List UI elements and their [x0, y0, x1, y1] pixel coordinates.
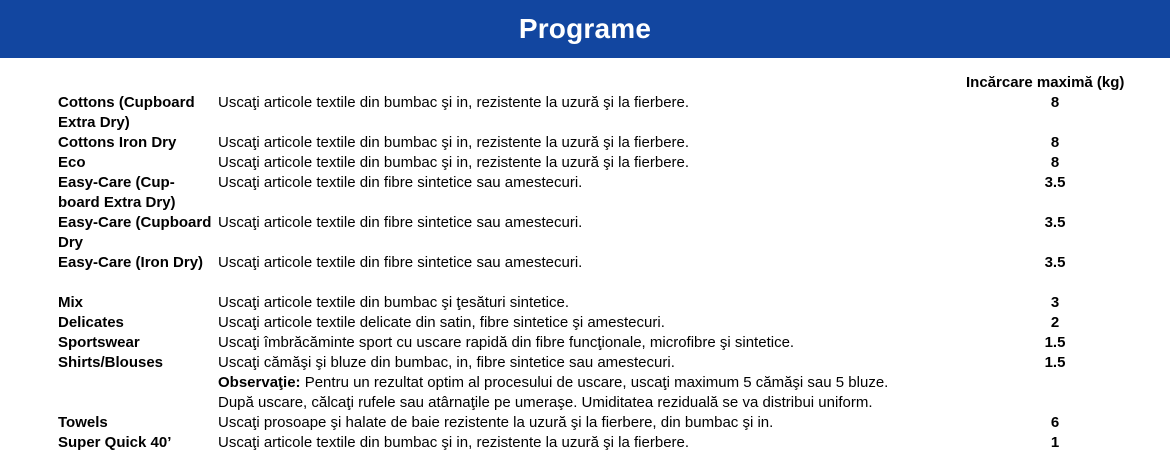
- note-text-1: Pentru un rezultat optim al procesului de uscare, uscaţi maximum 5 cămăşi sau 5 bluze.: [300, 374, 889, 391]
- program-max-load: 8: [1050, 94, 1060, 111]
- table-row: [0, 433, 1170, 453]
- table-row: [0, 313, 1170, 333]
- program-rows: [0, 93, 1170, 453]
- program-description: Uscaţi articole textile din bumbac şi ţesături sintetice.: [218, 294, 569, 311]
- program-max-load: 8: [1050, 154, 1060, 171]
- table-row: [0, 93, 1170, 133]
- program-description: Uscaţi îmbrăcăminte sport cu uscare rapidă din fibre funcţionale, microfibre şi sintetice.: [218, 334, 795, 351]
- table-row: [0, 333, 1170, 353]
- program-name: Easy-Care (Iron Dry): [58, 254, 204, 271]
- program-name: Shirts/Blouses: [58, 354, 164, 371]
- program-name: Easy-Care (Cup-board Extra Dry): [58, 174, 176, 211]
- program-name: Super Quick 40’: [58, 434, 172, 451]
- program-name: Easy-Care (Cupboard Dry: [58, 214, 212, 251]
- program-description: Uscaţi articole textile din bumbac şi in, rezistente la uzură şi la fierbere.: [218, 134, 690, 151]
- note-line-1: [218, 373, 978, 393]
- program-description: Uscaţi articole textile din fibre sintetice sau amestecuri.: [218, 254, 583, 271]
- program-description: Uscaţi cămăşi şi bluze din bumbac, in, fibre sintetice sau amestecuri.: [218, 354, 675, 371]
- max-load-header: Incărcare maximă (kg): [966, 74, 1125, 91]
- program-description: Uscaţi articole textile din fibre sintetice sau amestecuri.: [218, 214, 583, 231]
- program-description: Uscaţi articole textile din fibre sintetice sau amestecuri.: [218, 174, 583, 191]
- table-row: [0, 413, 1170, 433]
- program-description: Uscaţi prosoape şi halate de baie rezistente la uzură şi la fierbere, din bumbac şi in.: [218, 414, 774, 431]
- shirts-note: [218, 373, 978, 413]
- header-banner: [0, 0, 1170, 58]
- table-row: [0, 213, 1170, 253]
- program-max-load: 3.5: [1044, 174, 1066, 191]
- note-label: Observaţie:: [218, 374, 301, 391]
- table-row: [0, 253, 1170, 293]
- program-max-load: 1.5: [1044, 334, 1066, 351]
- program-name: Towels: [58, 414, 108, 431]
- table-row: [0, 353, 1170, 413]
- program-name: Mix: [58, 294, 84, 311]
- program-name: Cottons Iron Dry: [58, 134, 177, 151]
- program-max-load: 8: [1050, 134, 1060, 151]
- program-description: Uscaţi articole textile delicate din satin, fibre sintetice şi amestecuri.: [218, 314, 665, 331]
- program-max-load: 2: [1050, 314, 1060, 331]
- program-max-load: 1.5: [1044, 354, 1066, 371]
- program-description: Uscaţi articole textile din bumbac şi in, rezistente la uzură şi la fierbere.: [218, 154, 690, 171]
- program-max-load: 3: [1050, 294, 1060, 311]
- page-title: Programe: [518, 13, 652, 44]
- program-name: Cottons (Cupboard Extra Dry): [58, 94, 195, 131]
- program-max-load: 3.5: [1044, 254, 1066, 271]
- program-name: Eco: [58, 154, 86, 171]
- program-max-load: 3.5: [1044, 214, 1066, 231]
- program-description: Uscaţi articole textile din bumbac şi in, rezistente la uzură şi la fierbere.: [218, 434, 690, 451]
- note-line-2: După uscare, călcaţi rufele sau atârnaţile pe umeraşe. Umiditatea reziduală se va distribui uniform.: [218, 394, 873, 411]
- program-description: Uscaţi articole textile din bumbac şi in, rezistente la uzură şi la fierbere.: [218, 94, 690, 111]
- program-name: Delicates: [58, 314, 124, 331]
- program-name: Sportswear: [58, 334, 140, 351]
- program-max-load: 1: [1050, 434, 1060, 451]
- table-row: [0, 173, 1170, 213]
- table-row: [0, 133, 1170, 153]
- program-max-load: 6: [1050, 414, 1060, 431]
- table-row: [0, 293, 1170, 313]
- table-row: [0, 153, 1170, 173]
